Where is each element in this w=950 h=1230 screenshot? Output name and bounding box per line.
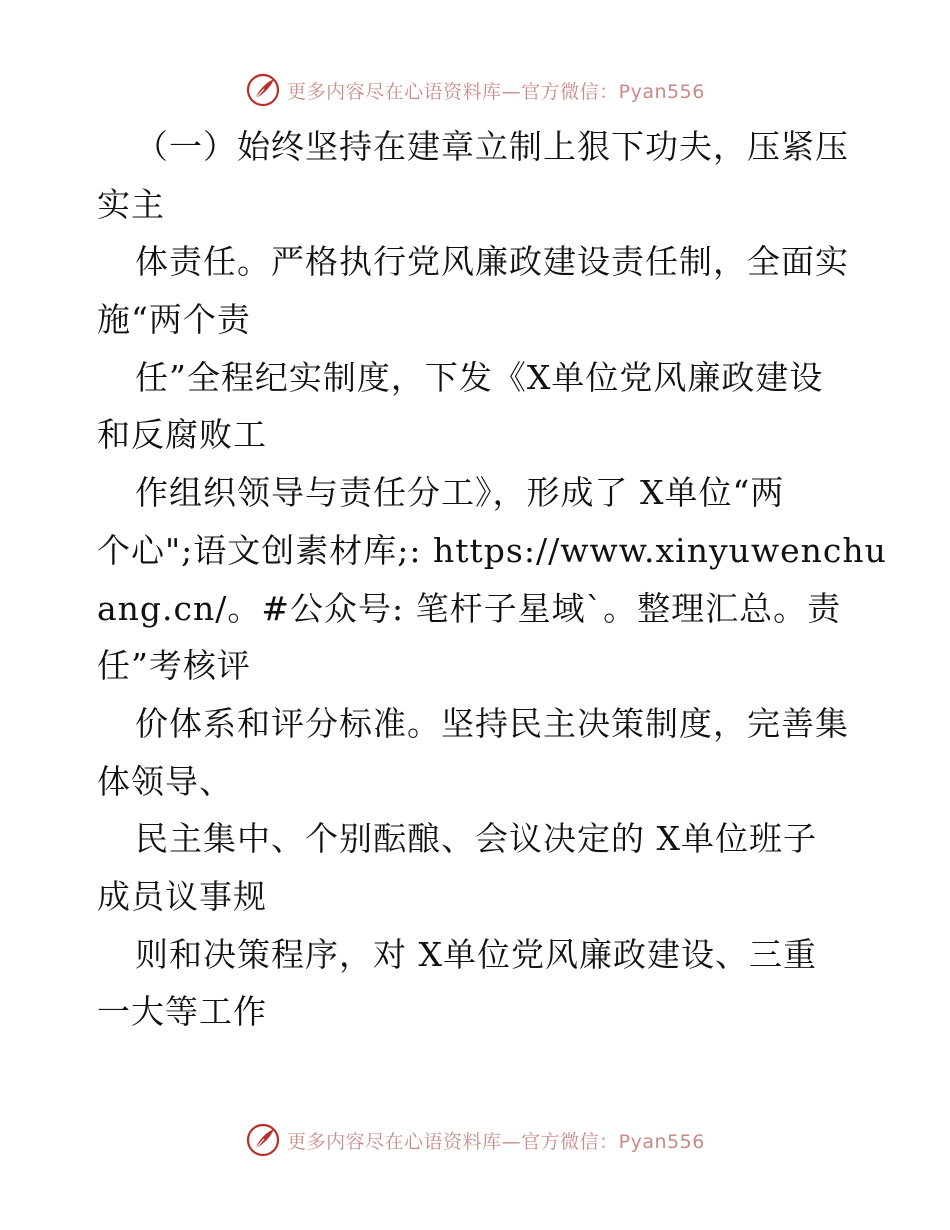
text-line: 和反腐败工 (97, 415, 267, 455)
text-line: 体责任。严格执行党风廉政建设责任制，全面实 (135, 242, 849, 282)
text-line: 体领导、 (97, 761, 233, 801)
text-line: 任”考核评 (97, 646, 251, 686)
text-line: ang.cn/。#公众号: 笔杆子星域`。整理汇总。责 (97, 588, 842, 628)
text-line: （一）始终坚持在建章立制上狠下功夫，压紧压 (135, 127, 849, 166)
feather-quill-logo-icon (245, 72, 281, 108)
text-line: 民主集中、个别酝酿、会议决定的 X单位班子 (135, 819, 817, 859)
text-line: 任”全程纪实制度，下发《X单位党风廉政建设 (135, 357, 824, 397)
footer-watermark-text: 更多内容尽在心语资料库—官方微信：Pyan556 (287, 1130, 705, 1153)
text-line: 价体系和评分标准。坚持民主决策制度，完善集 (135, 703, 849, 743)
header-watermark-text: 更多内容尽在心语资料库—官方微信：Pyan556 (287, 80, 705, 103)
text-line: 则和决策程序，对 X单位党风廉政建设、三重 (135, 934, 817, 974)
text-line: 施“两个责 (97, 300, 251, 340)
text-line: 实主 (97, 184, 165, 224)
feather-quill-logo-icon (245, 1122, 281, 1158)
text-line: 个心";语文创素材库;: https://www.xinyuwenchu (97, 530, 887, 570)
document-body (97, 118, 887, 1041)
footer-watermark (0, 1120, 950, 1160)
text-line: 作组织领导与责任分工》，形成了 X单位“两 (135, 473, 785, 513)
header-watermark (0, 70, 950, 110)
text-line: 成员议事规 (97, 876, 267, 916)
text-line: 一大等工作 (97, 992, 267, 1032)
